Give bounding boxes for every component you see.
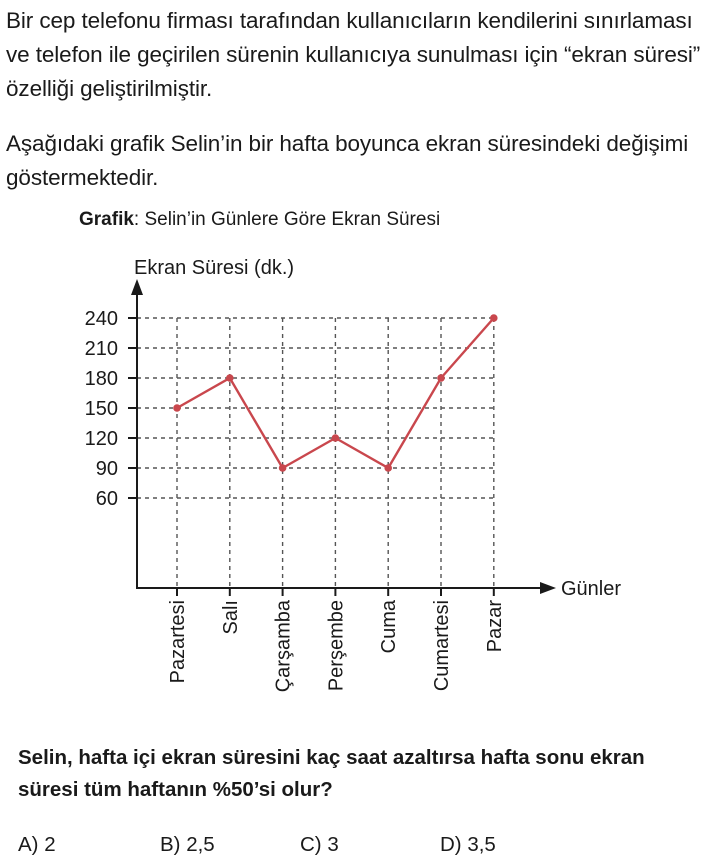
data-point-6 xyxy=(490,314,498,322)
option-d[interactable]: D) 3,5 xyxy=(440,833,496,856)
data-point-5 xyxy=(437,374,445,382)
y-tick-label: 90 xyxy=(95,458,118,480)
x-tick-label: Pazar xyxy=(483,600,506,653)
graph-title-text: : Selin’in Günlere Göre Ekran Süresi xyxy=(133,209,441,230)
y-tick-labels xyxy=(85,308,137,510)
y-axis-arrow xyxy=(131,279,143,295)
graph-title-label: Grafik xyxy=(79,209,134,230)
x-tick-labels xyxy=(167,588,506,692)
x-tick-label: Perşembe xyxy=(325,600,348,692)
graph-description: Aşağıdaki grafik Selin’in bir hafta boyunca ekran süresindeki değişimi göstermektedir. xyxy=(6,131,689,190)
y-tick-label: 60 xyxy=(95,488,118,510)
y-tick-label: 120 xyxy=(84,428,118,450)
y-tick-label: 180 xyxy=(84,368,118,390)
x-tick-label: Cumartesi xyxy=(431,600,453,692)
x-axis-arrow xyxy=(540,582,556,594)
y-tick-label: 240 xyxy=(84,308,118,330)
data-point-3 xyxy=(332,434,340,442)
data-point-2 xyxy=(279,464,287,472)
data-point-0 xyxy=(173,404,181,412)
x-tick-label: Salı xyxy=(219,600,242,635)
intro-paragraph: Bir cep telefonu firması tarafından kullanıcıların kendilerini sınırlaması ve telefon ile geçirilen sürenin kullanıcıya sunulması için “ekran süresi” özelliği geliştirilmiştir. xyxy=(6,8,701,101)
option-a[interactable]: A) 2 xyxy=(18,833,56,856)
x-axis-label: Günler xyxy=(561,578,622,600)
question-text: Selin, hafta içi ekran süresini kaç saat azaltırsa hafta sonu ekran süresi tüm haftanın %50’si olur? xyxy=(18,746,645,801)
data-point-1 xyxy=(226,374,234,382)
y-axis-label: Ekran Süresi (dk.) xyxy=(134,257,295,279)
chart-grid xyxy=(137,318,496,588)
x-tick-label: Çarşamba xyxy=(272,600,295,693)
data-point-4 xyxy=(384,464,392,472)
y-tick-label: 210 xyxy=(84,338,118,360)
option-b[interactable]: B) 2,5 xyxy=(160,833,215,856)
y-tick-label: 150 xyxy=(84,398,118,420)
option-c[interactable]: C) 3 xyxy=(300,833,339,856)
x-tick-label: Cuma xyxy=(378,600,401,654)
chart-axes xyxy=(131,257,621,600)
x-tick-label: Pazartesi xyxy=(167,600,189,684)
